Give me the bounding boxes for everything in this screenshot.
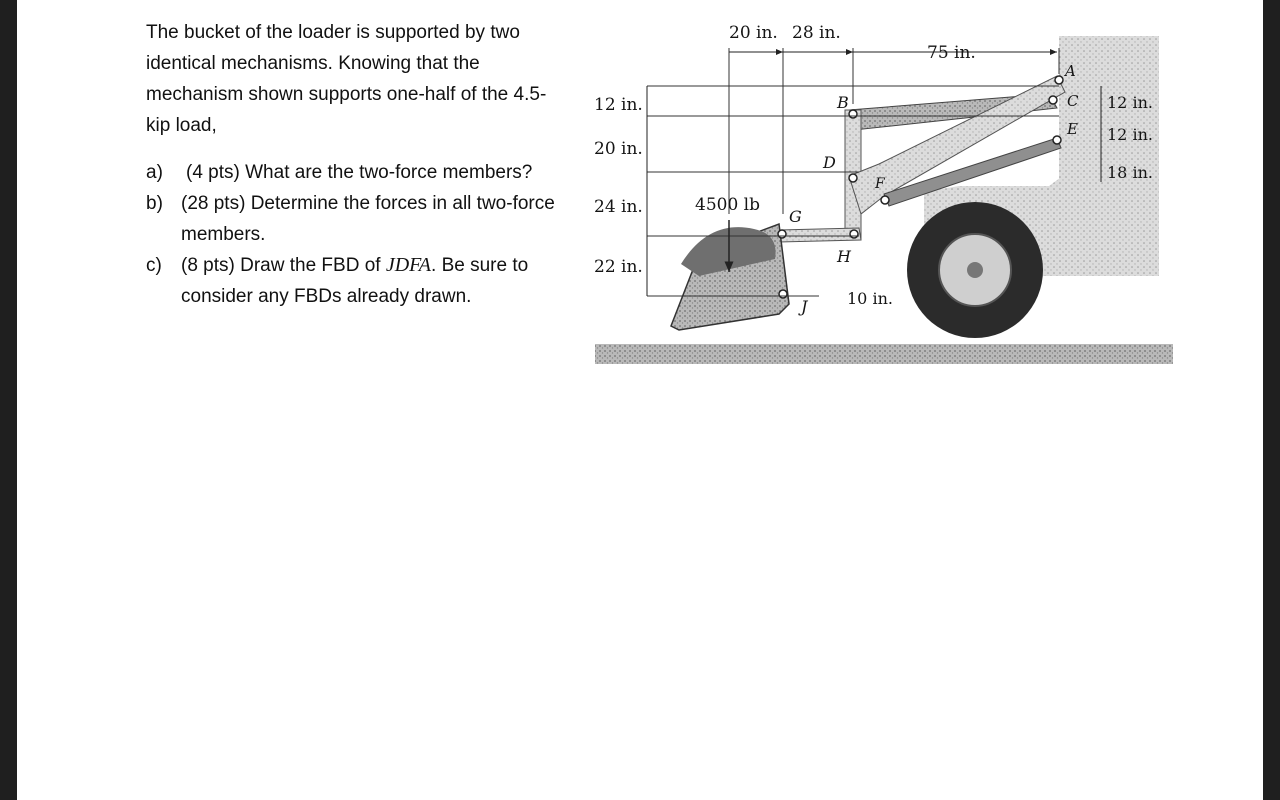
point-label-e: E xyxy=(1067,120,1078,138)
dim-top-1: 20 in. xyxy=(729,23,778,43)
dim-left-4: 22 in. xyxy=(594,257,643,277)
question-a-marker: a) xyxy=(146,162,163,183)
dim-top-2: 28 in. xyxy=(792,23,841,43)
question-c-text-after: . Be sure to consider any FBDs already drawn. xyxy=(181,255,529,307)
point-label-h: H xyxy=(837,247,851,266)
problem-intro: The bucket of the loader is supported by two identical mechanisms. Knowing that the mechanism shown supports one-half of the 4.5-kip load, xyxy=(146,22,547,136)
question-c-text-before: (8 pts) Draw the FBD of xyxy=(181,255,386,276)
question-b-text: (28 pts) Determine the forces in all two-force members. xyxy=(181,193,555,245)
dim-right-3: 18 in. xyxy=(1107,163,1153,182)
ground xyxy=(595,344,1173,364)
question-list xyxy=(146,157,566,312)
point-label-b: B xyxy=(837,93,849,112)
dim-left-2: 20 in. xyxy=(594,139,643,159)
question-a xyxy=(146,157,566,188)
pin-c xyxy=(1049,96,1057,104)
pin-d xyxy=(849,174,857,182)
loader-diagram xyxy=(579,14,1179,374)
dim-right-1: 12 in. xyxy=(1107,93,1153,112)
wheel-hub xyxy=(967,262,983,278)
pin-f xyxy=(881,196,889,204)
dim-bottom: 10 in. xyxy=(847,289,893,308)
pin-b xyxy=(849,110,857,118)
question-a-text: (4 pts) What are the two-force members? xyxy=(186,162,533,183)
dim-right-2: 12 in. xyxy=(1107,125,1153,144)
link-gh xyxy=(779,228,861,242)
pin-h xyxy=(850,230,858,238)
pin-e xyxy=(1053,136,1061,144)
pin-a xyxy=(1055,76,1063,84)
document-page xyxy=(17,0,1263,800)
problem-statement xyxy=(146,17,566,312)
question-c-marker: c) xyxy=(146,255,162,276)
pin-g xyxy=(778,230,786,238)
dim-left-3: 24 in. xyxy=(594,197,643,217)
dim-top-3: 75 in. xyxy=(927,43,976,63)
question-c xyxy=(146,250,566,312)
loader-mechanism-figure xyxy=(579,14,1179,374)
pin-j xyxy=(779,290,787,298)
point-label-a: A xyxy=(1065,62,1076,80)
point-label-f: F xyxy=(875,176,885,192)
point-label-c: C xyxy=(1067,92,1079,110)
question-b xyxy=(146,188,566,250)
member-name-jdfa: JDFA xyxy=(385,254,432,276)
load-label: 4500 lb xyxy=(695,195,760,215)
point-label-d: D xyxy=(823,153,836,172)
dim-left-1: 12 in. xyxy=(594,95,643,115)
point-label-g: G xyxy=(789,207,802,226)
question-c-text xyxy=(181,250,566,312)
point-label-j: J xyxy=(801,297,808,316)
question-b-marker: b) xyxy=(146,193,163,214)
